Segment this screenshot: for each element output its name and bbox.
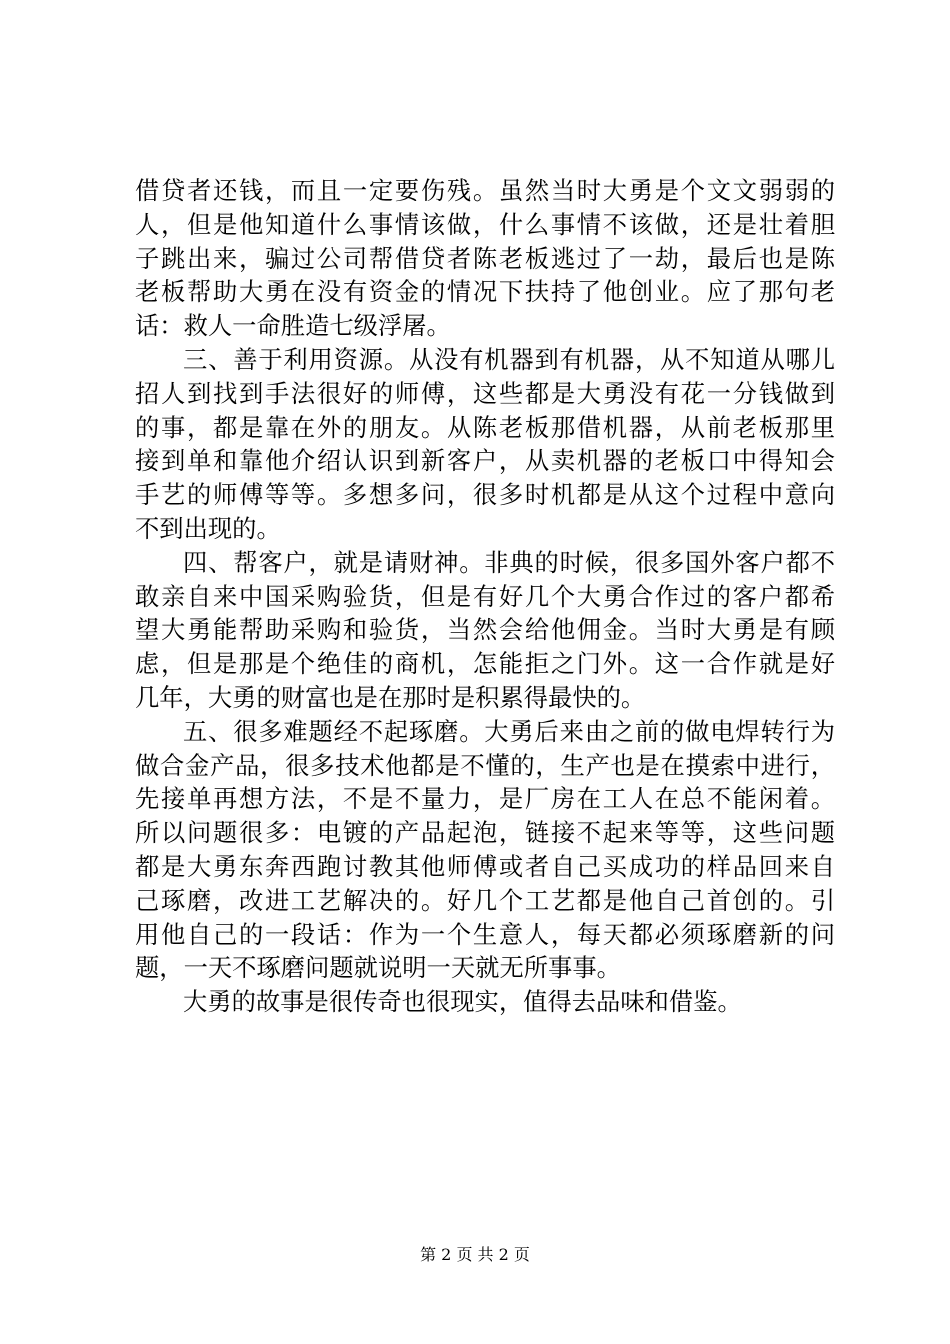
- text-line: 人，但是他知道什么事情该做，什么事情不该做，还是壮着胆: [135, 209, 835, 239]
- text-line: 所以问题很多：电镀的产品起泡，链接不起来等等，这些问题: [135, 818, 835, 848]
- text-line: 的事，都是靠在外的朋友。从陈老板那借机器，从前老板那里: [135, 412, 835, 442]
- paragraph-start-line: 四、帮客户，就是请财神。非典的时候，很多国外客户都不: [183, 547, 835, 577]
- text-line: 子跳出来，骗过公司帮借贷者陈老板逃过了一劫，最后也是陈: [135, 243, 835, 273]
- text-line: 都是大勇东奔西跑讨教其他师傅或者自己买成功的样品回来自: [135, 851, 835, 881]
- text-line: 手艺的师傅等等。多想多问，很多时机都是从这个过程中意向: [135, 480, 835, 510]
- paragraph-start-line: 三、善于利用资源。从没有机器到有机器，从不知道从哪儿: [183, 344, 835, 374]
- text-line: 用他自己的一段话：作为一个生意人，每天都必须琢磨新的问: [135, 919, 835, 949]
- text-line: 不到出现的。: [135, 513, 281, 543]
- text-line: 己琢磨，改进工艺解决的。好几个工艺都是他自己首创的。引: [135, 885, 835, 915]
- text-line: 几年，大勇的财富也是在那时是积累得最快的。: [135, 682, 646, 712]
- text-line: 接到单和靠他介绍认识到新客户，从卖机器的老板口中得知会: [135, 446, 835, 476]
- text-line: 虑，但是那是个绝佳的商机，怎能拒之门外。这一合作就是好: [135, 649, 835, 679]
- document-body: [135, 174, 835, 1019]
- paragraph-start-line: 五、很多难题经不起琢磨。大勇后来由之前的做电焊转行为: [183, 716, 835, 746]
- text-line: 望大勇能帮助采购和验货，当然会给他佣金。当时大勇是有顾: [135, 615, 835, 645]
- text-line: 先接单再想方法，不是不量力，是厂房在工人在总不能闲着。: [135, 784, 835, 814]
- paragraph-start-line: 大勇的故事是很传奇也很现实，值得去品味和借鉴。: [183, 987, 742, 1017]
- text-line: 题，一天不琢磨问题就说明一天就无所事事。: [135, 953, 621, 983]
- text-line: 老板帮助大勇在没有资金的情况下扶持了他创业。应了那句老: [135, 277, 835, 307]
- text-line: 招人到找到手法很好的师傅，这些都是大勇没有花一分钱做到: [135, 378, 835, 408]
- text-line: 敢亲自来中国采购验货，但是有好几个大勇合作过的客户都希: [135, 581, 835, 611]
- text-line: 话：救人一命胜造七级浮屠。: [135, 311, 451, 341]
- text-line: 做合金产品，很多技术他都是不懂的，生产也是在摸索中进行，: [135, 750, 835, 780]
- text-line: 借贷者还钱，而且一定要伤残。虽然当时大勇是个文文弱弱的: [135, 176, 835, 205]
- page-number-footer: 第 2 页 共 2 页: [420, 1245, 530, 1264]
